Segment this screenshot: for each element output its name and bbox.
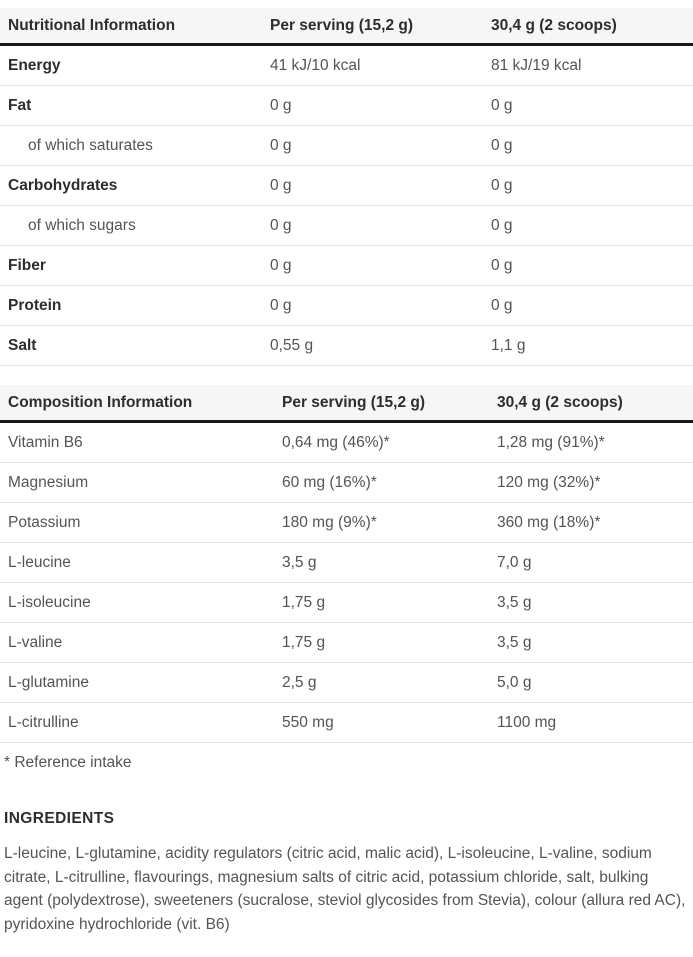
nutrition-table: [0, 8, 693, 366]
row-label: Potassium: [8, 513, 81, 531]
value-per-serving: 0,55 g: [270, 336, 314, 354]
ingredients-text: L-leucine, L-glutamine, acidity regulators (citric acid, malic acid), L-isoleucine, L-valine, sodium citrate, L-citrulline, flavourings, magnesium salts of citric acid, potassium chloride, salt, bulking agent (polydextrose), sweeteners (sucralose, steviol glycosides from Stevia), colour (allura red AC), pyridoxine hydrochloride (vit. B6): [4, 845, 686, 933]
value-per-serving: 0 g: [270, 296, 292, 314]
row-label: L-isoleucine: [8, 593, 91, 611]
composition-table: [0, 385, 693, 743]
row-label: Energy: [8, 56, 61, 74]
table-row: [0, 206, 693, 246]
value-two-scoops: 81 kJ/19 kcal: [491, 56, 582, 74]
value-per-serving: 1,75 g: [282, 633, 326, 651]
table-row: [0, 46, 693, 86]
table-row: [0, 326, 693, 366]
table-row: [0, 503, 693, 543]
value-two-scoops: 0 g: [491, 296, 513, 314]
ingredients-heading: INGREDIENTS: [4, 810, 115, 827]
value-two-scoops: 0 g: [491, 216, 513, 234]
value-two-scoops: 0 g: [491, 136, 513, 154]
row-label: Fat: [8, 96, 32, 114]
table-row: [0, 583, 693, 623]
table-row: [0, 543, 693, 583]
value-two-scoops: 120 mg (32%)*: [497, 473, 601, 491]
value-two-scoops: 1,28 mg (91%)*: [497, 433, 605, 451]
value-per-serving: 1,75 g: [282, 593, 326, 611]
composition-table-header-row: [0, 385, 693, 423]
value-two-scoops: 3,5 g: [497, 593, 532, 611]
table-row: [0, 463, 693, 503]
row-label: Carbohydrates: [8, 176, 118, 194]
table-row: [0, 286, 693, 326]
composition-header-per-serving: Per serving (15,2 g): [282, 393, 426, 411]
row-label: L-citrulline: [8, 713, 79, 731]
table-gap: [0, 366, 693, 385]
reference-intake-note: * Reference intake: [4, 754, 132, 771]
row-label: Fiber: [8, 256, 46, 274]
table-row: [0, 246, 693, 286]
value-per-serving: 0 g: [270, 176, 292, 194]
value-per-serving: 41 kJ/10 kcal: [270, 56, 361, 74]
table-row: [0, 86, 693, 126]
value-two-scoops: 1,1 g: [491, 336, 526, 354]
composition-header-label: Composition Information: [8, 393, 193, 411]
value-per-serving: 550 mg: [282, 713, 334, 731]
row-label: L-glutamine: [8, 673, 89, 691]
nutrition-header-two-scoops: 30,4 g (2 scoops): [491, 16, 617, 34]
value-per-serving: 60 mg (16%)*: [282, 473, 377, 491]
value-per-serving: 0 g: [270, 136, 292, 154]
table-row: [0, 623, 693, 663]
nutrition-header-per-serving: Per serving (15,2 g): [270, 16, 414, 34]
value-per-serving: 2,5 g: [282, 673, 317, 691]
table-row: [0, 703, 693, 743]
value-per-serving: 3,5 g: [282, 553, 317, 571]
row-label: L-valine: [8, 633, 63, 651]
row-label: Vitamin B6: [8, 433, 83, 451]
row-label: of which sugars: [28, 216, 136, 234]
row-label: Protein: [8, 296, 62, 314]
table-row: [0, 166, 693, 206]
row-label: Salt: [8, 336, 37, 354]
table-row: [0, 126, 693, 166]
table-row: [0, 663, 693, 703]
value-per-serving: 0,64 mg (46%)*: [282, 433, 390, 451]
value-per-serving: 0 g: [270, 256, 292, 274]
row-label: Magnesium: [8, 473, 89, 491]
value-two-scoops: 3,5 g: [497, 633, 532, 651]
nutrition-header-label: Nutritional Information: [8, 16, 176, 34]
value-two-scoops: 1100 mg: [497, 713, 557, 731]
value-per-serving: 180 mg (9%)*: [282, 513, 377, 531]
value-two-scoops: 0 g: [491, 256, 513, 274]
value-per-serving: 0 g: [270, 216, 292, 234]
value-per-serving: 0 g: [270, 96, 292, 114]
value-two-scoops: 0 g: [491, 96, 513, 114]
row-label: of which saturates: [28, 136, 153, 154]
value-two-scoops: 0 g: [491, 176, 513, 194]
table-row: [0, 423, 693, 463]
composition-header-two-scoops: 30,4 g (2 scoops): [497, 393, 623, 411]
value-two-scoops: 7,0 g: [497, 553, 532, 571]
nutrition-table-header-row: [0, 8, 693, 46]
row-label: L-leucine: [8, 553, 71, 571]
value-two-scoops: 5,0 g: [497, 673, 532, 691]
value-two-scoops: 360 mg (18%)*: [497, 513, 601, 531]
